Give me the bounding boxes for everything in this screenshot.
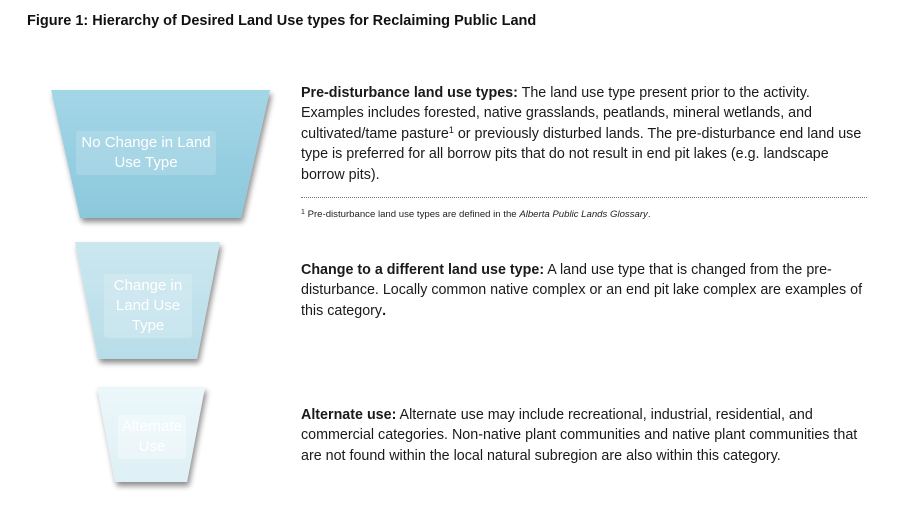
heading-change-land-use: Change to a different land use type: (301, 262, 545, 278)
text-pre-disturbance-part2: or previously disturbed lands. The pre-disturbance end land use type is preferred for all borrow pits that do not result in end pit lakes (e.g. landscape borrow pits). (301, 125, 862, 183)
description-alternate-use (301, 405, 873, 466)
description-pre-disturbance (301, 83, 873, 185)
tier-2-label: Change in Land Use Type (113, 277, 183, 334)
text-change-land-use-end: . (382, 302, 387, 319)
text-change-land-use: A land use type that is changed from the pre-disturbance. Locally common native complex or an end pit lake complex are examples of this category (301, 262, 863, 319)
footnote-marker: 1 (301, 209, 305, 216)
tier-1-label: No Change in Land Use Type (81, 134, 211, 171)
footnote-source: Alberta Public Lands Glossary (519, 209, 648, 220)
footnote-ref: 1 (448, 124, 454, 135)
heading-alternate-use: Alternate use: (301, 407, 397, 423)
figure-title: Figure 1: Hierarchy of Desired Land Use types for Reclaiming Public Land (27, 13, 537, 29)
footnote-end: . (647, 209, 651, 220)
footnote (301, 209, 651, 220)
footnote-divider (301, 197, 867, 198)
tier-3-label: Alternate Use (121, 418, 183, 455)
heading-pre-disturbance: Pre-disturbance land use types: (301, 85, 518, 101)
text-alternate-use: Alternate use may include recreational, industrial, residential, and commercial categories. Non-native plant communities and native plant communities that are not found within the local natural subregion are also within this category. (301, 407, 858, 464)
description-change-land-use (301, 260, 873, 321)
text-pre-disturbance-part1: The land use type present prior to the activity. Examples includes forested, native grasslands, peatlands, mineral wetlands, and cultivated/tame pasture (301, 85, 813, 142)
footnote-text: Pre-disturbance land use types are defined in the (304, 209, 520, 220)
